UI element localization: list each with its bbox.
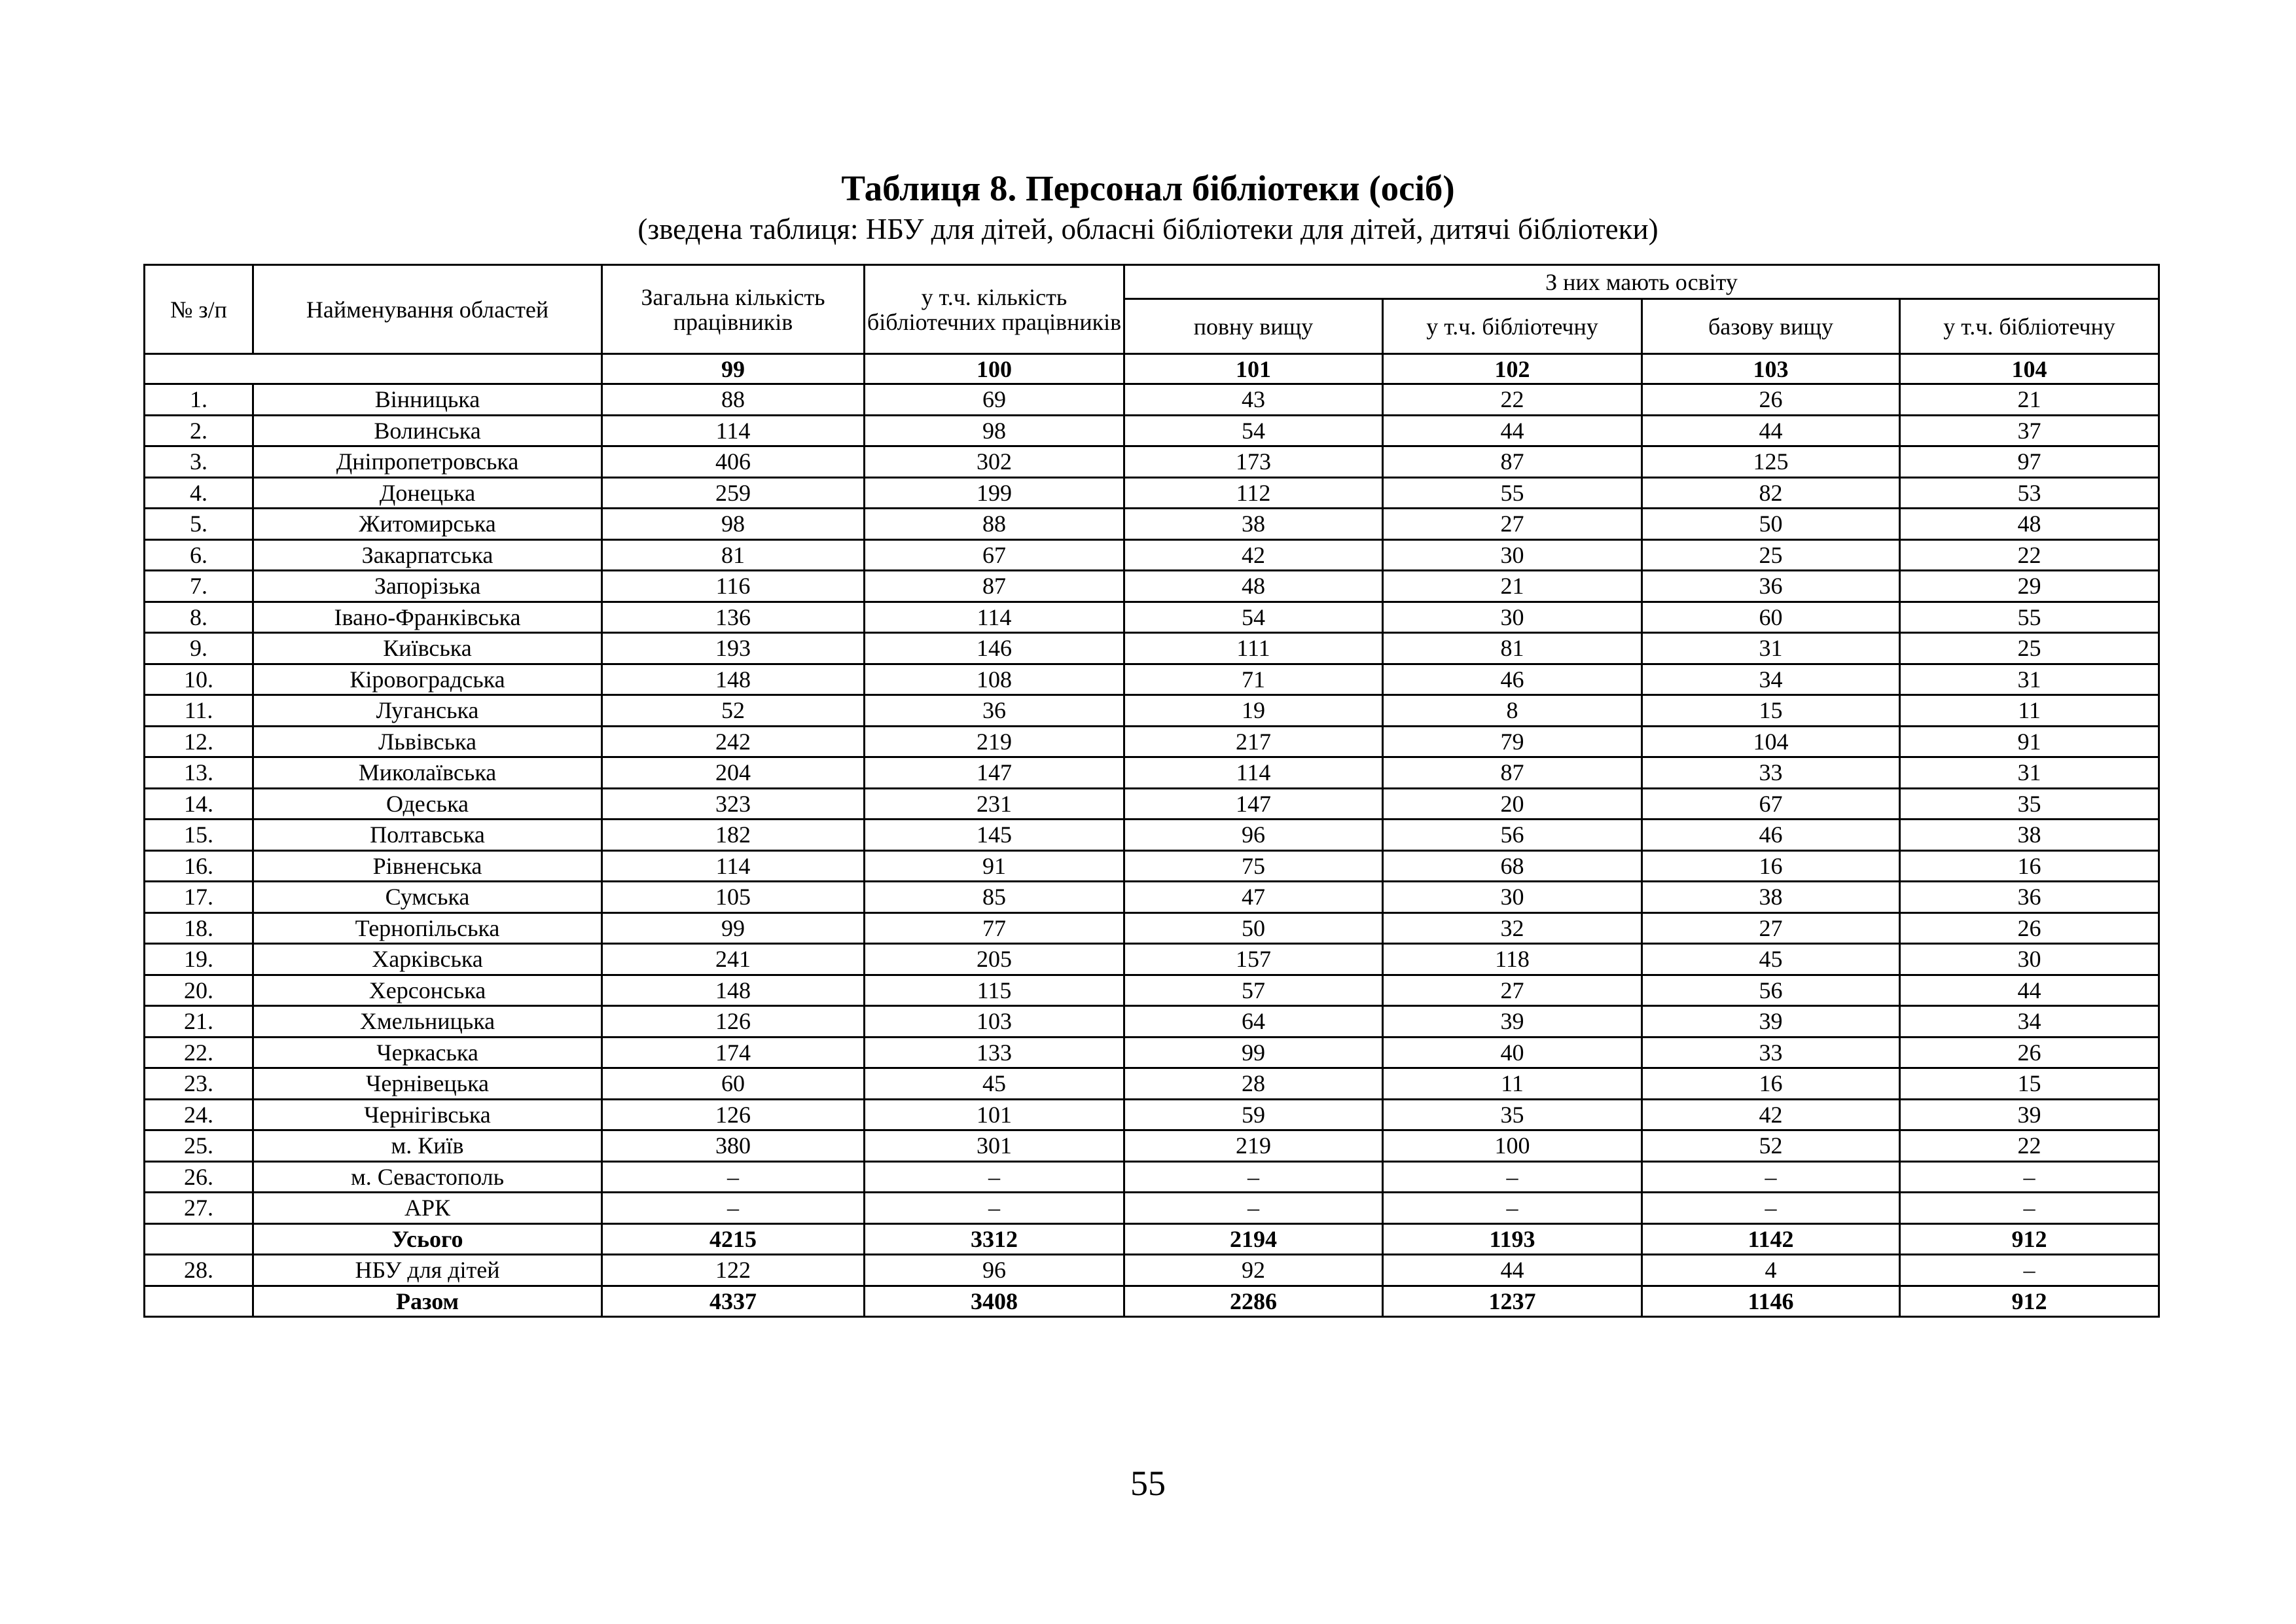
region-name: Разом <box>253 1286 602 1317</box>
table-row <box>145 726 2159 757</box>
code-cell: 101 <box>1124 354 1383 384</box>
staff-table <box>143 264 2160 1318</box>
value-cell: 38 <box>1642 882 1900 913</box>
value-cell: 3408 <box>865 1286 1124 1317</box>
value-cell: 157 <box>1124 944 1383 975</box>
value-cell: 42 <box>1124 539 1383 571</box>
table-row <box>145 820 2159 851</box>
value-cell: 98 <box>865 415 1124 446</box>
value-cell: 85 <box>865 882 1124 913</box>
value-cell: 8 <box>1383 695 1642 727</box>
region-name: Черкаська <box>253 1037 602 1068</box>
value-cell: 231 <box>865 788 1124 820</box>
region-name: Хмельницька <box>253 1006 602 1038</box>
value-cell: – <box>1124 1193 1383 1224</box>
value-cell: 37 <box>1900 415 2159 446</box>
value-cell: – <box>602 1161 865 1193</box>
value-cell: 60 <box>602 1068 865 1100</box>
value-cell: 34 <box>1900 1006 2159 1038</box>
value-cell: 323 <box>602 788 865 820</box>
value-cell: 4215 <box>602 1223 865 1255</box>
row-number: 3. <box>145 446 253 478</box>
table-row <box>145 695 2159 727</box>
row-number: 12. <box>145 726 253 757</box>
table-row <box>145 1130 2159 1162</box>
row-number <box>145 1286 253 1317</box>
value-cell: 147 <box>1124 788 1383 820</box>
value-cell: 40 <box>1383 1037 1642 1068</box>
row-number: 20. <box>145 975 253 1006</box>
region-name: Волинська <box>253 415 602 446</box>
value-cell: 114 <box>602 415 865 446</box>
value-cell: 4337 <box>602 1286 865 1317</box>
region-name: Одеська <box>253 788 602 820</box>
row-number <box>145 1223 253 1255</box>
value-cell: 48 <box>1900 509 2159 540</box>
value-cell: 30 <box>1900 944 2159 975</box>
value-cell: 193 <box>602 633 865 664</box>
region-name: Миколаївська <box>253 757 602 789</box>
value-cell: 35 <box>1900 788 2159 820</box>
region-name: Закарпатська <box>253 539 602 571</box>
total-row <box>145 1223 2159 1255</box>
code-cell: 102 <box>1383 354 1642 384</box>
table-row <box>145 788 2159 820</box>
region-name: Херсонська <box>253 975 602 1006</box>
row-number: 1. <box>145 384 253 416</box>
value-cell: 11 <box>1900 695 2159 727</box>
value-cell: 69 <box>865 384 1124 416</box>
value-cell: 148 <box>602 975 865 1006</box>
value-cell: – <box>1900 1193 2159 1224</box>
table-row <box>145 415 2159 446</box>
value-cell: 87 <box>1383 446 1642 478</box>
table-row <box>145 571 2159 602</box>
value-cell: 82 <box>1642 477 1900 509</box>
value-cell: 43 <box>1124 384 1383 416</box>
value-cell: 33 <box>1642 757 1900 789</box>
table-row <box>145 446 2159 478</box>
value-cell: – <box>602 1193 865 1224</box>
table-row <box>145 1255 2159 1286</box>
value-cell: 27 <box>1383 975 1642 1006</box>
row-number: 18. <box>145 912 253 944</box>
value-cell: 67 <box>865 539 1124 571</box>
value-cell: 45 <box>865 1068 1124 1100</box>
row-number: 4. <box>145 477 253 509</box>
table-row <box>145 477 2159 509</box>
value-cell: 301 <box>865 1130 1124 1162</box>
table-row <box>145 1068 2159 1100</box>
value-cell: 64 <box>1124 1006 1383 1038</box>
value-cell: 31 <box>1900 757 2159 789</box>
value-cell: 16 <box>1642 1068 1900 1100</box>
region-name: Житомирська <box>253 509 602 540</box>
row-number: 28. <box>145 1255 253 1286</box>
value-cell: 4 <box>1642 1255 1900 1286</box>
row-number: 19. <box>145 944 253 975</box>
value-cell: 25 <box>1642 539 1900 571</box>
value-cell: 101 <box>865 1099 1124 1130</box>
row-number: 11. <box>145 695 253 727</box>
region-name: Львівська <box>253 726 602 757</box>
header-full-higher: повну вищу <box>1124 299 1383 354</box>
value-cell: 15 <box>1642 695 1900 727</box>
region-name: Вінницька <box>253 384 602 416</box>
table-row <box>145 1193 2159 1224</box>
table-row <box>145 509 2159 540</box>
value-cell: – <box>1642 1193 1900 1224</box>
value-cell: 115 <box>865 975 1124 1006</box>
table-subtitle: (зведена таблиця: НБУ для дітей, обласні бібліотеки для дітей, дитячі бібліотеки) <box>637 213 1659 245</box>
value-cell: 2194 <box>1124 1223 1383 1255</box>
region-name: Усього <box>253 1223 602 1255</box>
value-cell: 103 <box>865 1006 1124 1038</box>
region-name: м. Київ <box>253 1130 602 1162</box>
region-name: м. Севастополь <box>253 1161 602 1193</box>
value-cell: 22 <box>1900 539 2159 571</box>
value-cell: 87 <box>1383 757 1642 789</box>
header-full-higher-library: у т.ч. бібліотечну <box>1383 299 1642 354</box>
value-cell: 147 <box>865 757 1124 789</box>
value-cell: 30 <box>1383 882 1642 913</box>
code-cell: 100 <box>865 354 1124 384</box>
value-cell: 259 <box>602 477 865 509</box>
value-cell: 104 <box>1642 726 1900 757</box>
table-row <box>145 1099 2159 1130</box>
table-row <box>145 633 2159 664</box>
value-cell: 126 <box>602 1099 865 1130</box>
value-cell: 46 <box>1642 820 1900 851</box>
region-name: Сумська <box>253 882 602 913</box>
value-cell: 30 <box>1383 602 1642 633</box>
value-cell: 38 <box>1900 820 2159 851</box>
row-number: 22. <box>145 1037 253 1068</box>
value-cell: 39 <box>1900 1099 2159 1130</box>
value-cell: – <box>1900 1161 2159 1193</box>
row-number: 10. <box>145 664 253 695</box>
value-cell: – <box>1124 1161 1383 1193</box>
row-number: 9. <box>145 633 253 664</box>
table-row <box>145 1037 2159 1068</box>
value-cell: 26 <box>1642 384 1900 416</box>
value-cell: 75 <box>1124 850 1383 882</box>
value-cell: 31 <box>1900 664 2159 695</box>
value-cell: 50 <box>1124 912 1383 944</box>
row-number: 8. <box>145 602 253 633</box>
value-cell: 25 <box>1900 633 2159 664</box>
value-cell: 111 <box>1124 633 1383 664</box>
region-name: Кіровоградська <box>253 664 602 695</box>
value-cell: 912 <box>1900 1223 2159 1255</box>
value-cell: 114 <box>602 850 865 882</box>
region-name: Івано-Франківська <box>253 602 602 633</box>
value-cell: – <box>1642 1161 1900 1193</box>
code-cell: 104 <box>1900 354 2159 384</box>
row-number: 6. <box>145 539 253 571</box>
value-cell: 148 <box>602 664 865 695</box>
value-cell: 50 <box>1642 509 1900 540</box>
value-cell: 199 <box>865 477 1124 509</box>
value-cell: 45 <box>1642 944 1900 975</box>
value-cell: 54 <box>1124 602 1383 633</box>
region-name: Рівненська <box>253 850 602 882</box>
value-cell: 44 <box>1383 415 1642 446</box>
value-cell: – <box>1383 1193 1642 1224</box>
value-cell: 96 <box>1124 820 1383 851</box>
value-cell: 136 <box>602 602 865 633</box>
value-cell: 52 <box>602 695 865 727</box>
table-row <box>145 384 2159 416</box>
header-basic-higher: базову вищу <box>1642 299 1900 354</box>
value-cell: 22 <box>1383 384 1642 416</box>
total-row <box>145 1286 2159 1317</box>
value-cell: – <box>1900 1255 2159 1286</box>
value-cell: 302 <box>865 446 1124 478</box>
value-cell: 71 <box>1124 664 1383 695</box>
value-cell: 219 <box>865 726 1124 757</box>
value-cell: 47 <box>1124 882 1383 913</box>
value-cell: – <box>865 1193 1124 1224</box>
value-cell: 46 <box>1383 664 1642 695</box>
value-cell: 52 <box>1642 1130 1900 1162</box>
value-cell: 34 <box>1642 664 1900 695</box>
value-cell: 36 <box>865 695 1124 727</box>
value-cell: 242 <box>602 726 865 757</box>
value-cell: 88 <box>602 384 865 416</box>
code-row <box>145 354 2159 384</box>
value-cell: 97 <box>1900 446 2159 478</box>
region-name: Полтавська <box>253 820 602 851</box>
value-cell: 99 <box>1124 1037 1383 1068</box>
table-row <box>145 602 2159 633</box>
region-name: Харківська <box>253 944 602 975</box>
value-cell: 133 <box>865 1037 1124 1068</box>
table-row <box>145 912 2159 944</box>
value-cell: 53 <box>1900 477 2159 509</box>
row-number: 24. <box>145 1099 253 1130</box>
value-cell: 114 <box>1124 757 1383 789</box>
table-row <box>145 944 2159 975</box>
row-number: 27. <box>145 1193 253 1224</box>
table-row <box>145 850 2159 882</box>
value-cell: 1146 <box>1642 1286 1900 1317</box>
value-cell: 44 <box>1383 1255 1642 1286</box>
value-cell: 36 <box>1642 571 1900 602</box>
value-cell: 182 <box>602 820 865 851</box>
table-row <box>145 882 2159 913</box>
value-cell: 118 <box>1383 944 1642 975</box>
value-cell: 21 <box>1900 384 2159 416</box>
value-cell: 44 <box>1900 975 2159 1006</box>
value-cell: 204 <box>602 757 865 789</box>
value-cell: 87 <box>865 571 1124 602</box>
value-cell: 29 <box>1900 571 2159 602</box>
table-row <box>145 1006 2159 1038</box>
value-cell: 26 <box>1900 912 2159 944</box>
value-cell: 105 <box>602 882 865 913</box>
row-number: 7. <box>145 571 253 602</box>
region-name: Чернівецька <box>253 1068 602 1100</box>
row-number: 23. <box>145 1068 253 1100</box>
code-cell: 99 <box>602 354 865 384</box>
value-cell: 81 <box>602 539 865 571</box>
header-total: Загальна кількість працівників <box>602 265 865 354</box>
value-cell: 217 <box>1124 726 1383 757</box>
value-cell: 108 <box>865 664 1124 695</box>
value-cell: 35 <box>1383 1099 1642 1130</box>
value-cell: 1193 <box>1383 1223 1642 1255</box>
value-cell: 67 <box>1642 788 1900 820</box>
table-row <box>145 1161 2159 1193</box>
header-basic-higher-library: у т.ч. бібліотечну <box>1900 299 2159 354</box>
value-cell: 406 <box>602 446 865 478</box>
value-cell: 56 <box>1642 975 1900 1006</box>
header-education-group: З них мають освіту <box>1124 265 2159 299</box>
region-name: Київська <box>253 633 602 664</box>
value-cell: – <box>865 1161 1124 1193</box>
value-cell: 96 <box>865 1255 1124 1286</box>
table-row <box>145 539 2159 571</box>
value-cell: 59 <box>1124 1099 1383 1130</box>
value-cell: 380 <box>602 1130 865 1162</box>
value-cell: 68 <box>1383 850 1642 882</box>
value-cell: 1237 <box>1383 1286 1642 1317</box>
header-name: Найменування областей <box>253 265 602 354</box>
value-cell: 92 <box>1124 1255 1383 1286</box>
value-cell: 32 <box>1383 912 1642 944</box>
value-cell: 100 <box>1383 1130 1642 1162</box>
value-cell: 16 <box>1642 850 1900 882</box>
region-name: Запорізька <box>253 571 602 602</box>
region-name: Тернопільська <box>253 912 602 944</box>
value-cell: 20 <box>1383 788 1642 820</box>
table-row <box>145 757 2159 789</box>
value-cell: 21 <box>1383 571 1642 602</box>
row-number: 2. <box>145 415 253 446</box>
header-library-staff: у т.ч. кількість бібліотечних працівників <box>865 265 1124 354</box>
value-cell: 39 <box>1383 1006 1642 1038</box>
value-cell: 42 <box>1642 1099 1900 1130</box>
value-cell: 33 <box>1642 1037 1900 1068</box>
code-spacer <box>145 354 602 384</box>
row-number: 17. <box>145 882 253 913</box>
page-number: 55 <box>1130 1464 1166 1503</box>
value-cell: 241 <box>602 944 865 975</box>
value-cell: 15 <box>1900 1068 2159 1100</box>
value-cell: 88 <box>865 509 1124 540</box>
value-cell: 30 <box>1383 539 1642 571</box>
value-cell: 60 <box>1642 602 1900 633</box>
value-cell: 912 <box>1900 1286 2159 1317</box>
value-cell: 16 <box>1900 850 2159 882</box>
value-cell: 173 <box>1124 446 1383 478</box>
table-title: Таблиця 8. Персонал бібліотеки (осіб) <box>841 168 1455 208</box>
value-cell: 116 <box>602 571 865 602</box>
value-cell: 19 <box>1124 695 1383 727</box>
value-cell: 57 <box>1124 975 1383 1006</box>
value-cell: 2286 <box>1124 1286 1383 1317</box>
value-cell: 36 <box>1900 882 2159 913</box>
row-number: 25. <box>145 1130 253 1162</box>
value-cell: 219 <box>1124 1130 1383 1162</box>
value-cell: 48 <box>1124 571 1383 602</box>
row-number: 15. <box>145 820 253 851</box>
row-number: 13. <box>145 757 253 789</box>
region-name: АРК <box>253 1193 602 1224</box>
value-cell: 77 <box>865 912 1124 944</box>
value-cell: 31 <box>1642 633 1900 664</box>
value-cell: 91 <box>865 850 1124 882</box>
value-cell: 1142 <box>1642 1223 1900 1255</box>
value-cell: 122 <box>602 1255 865 1286</box>
region-name: НБУ для дітей <box>253 1255 602 1286</box>
value-cell: 27 <box>1383 509 1642 540</box>
value-cell: 205 <box>865 944 1124 975</box>
table-row <box>145 975 2159 1006</box>
value-cell: 114 <box>865 602 1124 633</box>
value-cell: 79 <box>1383 726 1642 757</box>
value-cell: 39 <box>1642 1006 1900 1038</box>
value-cell: 22 <box>1900 1130 2159 1162</box>
row-number: 16. <box>145 850 253 882</box>
value-cell: 112 <box>1124 477 1383 509</box>
table-row <box>145 664 2159 695</box>
value-cell: 11 <box>1383 1068 1642 1100</box>
value-cell: 28 <box>1124 1068 1383 1100</box>
value-cell: 55 <box>1900 602 2159 633</box>
value-cell: 54 <box>1124 415 1383 446</box>
header-num: № з/п <box>145 265 253 354</box>
table-body <box>145 384 2159 1317</box>
region-name: Донецька <box>253 477 602 509</box>
value-cell: 26 <box>1900 1037 2159 1068</box>
row-number: 5. <box>145 509 253 540</box>
value-cell: 146 <box>865 633 1124 664</box>
value-cell: 126 <box>602 1006 865 1038</box>
code-cell: 103 <box>1642 354 1900 384</box>
value-cell: 91 <box>1900 726 2159 757</box>
value-cell: 99 <box>602 912 865 944</box>
value-cell: 27 <box>1642 912 1900 944</box>
value-cell: 44 <box>1642 415 1900 446</box>
row-number: 14. <box>145 788 253 820</box>
value-cell: – <box>1383 1161 1642 1193</box>
value-cell: 81 <box>1383 633 1642 664</box>
value-cell: 56 <box>1383 820 1642 851</box>
row-number: 26. <box>145 1161 253 1193</box>
value-cell: 125 <box>1642 446 1900 478</box>
value-cell: 55 <box>1383 477 1642 509</box>
value-cell: 38 <box>1124 509 1383 540</box>
value-cell: 174 <box>602 1037 865 1068</box>
region-name: Луганська <box>253 695 602 727</box>
region-name: Чернігівська <box>253 1099 602 1130</box>
value-cell: 145 <box>865 820 1124 851</box>
region-name: Дніпропетровська <box>253 446 602 478</box>
value-cell: 3312 <box>865 1223 1124 1255</box>
value-cell: 98 <box>602 509 865 540</box>
row-number: 21. <box>145 1006 253 1038</box>
